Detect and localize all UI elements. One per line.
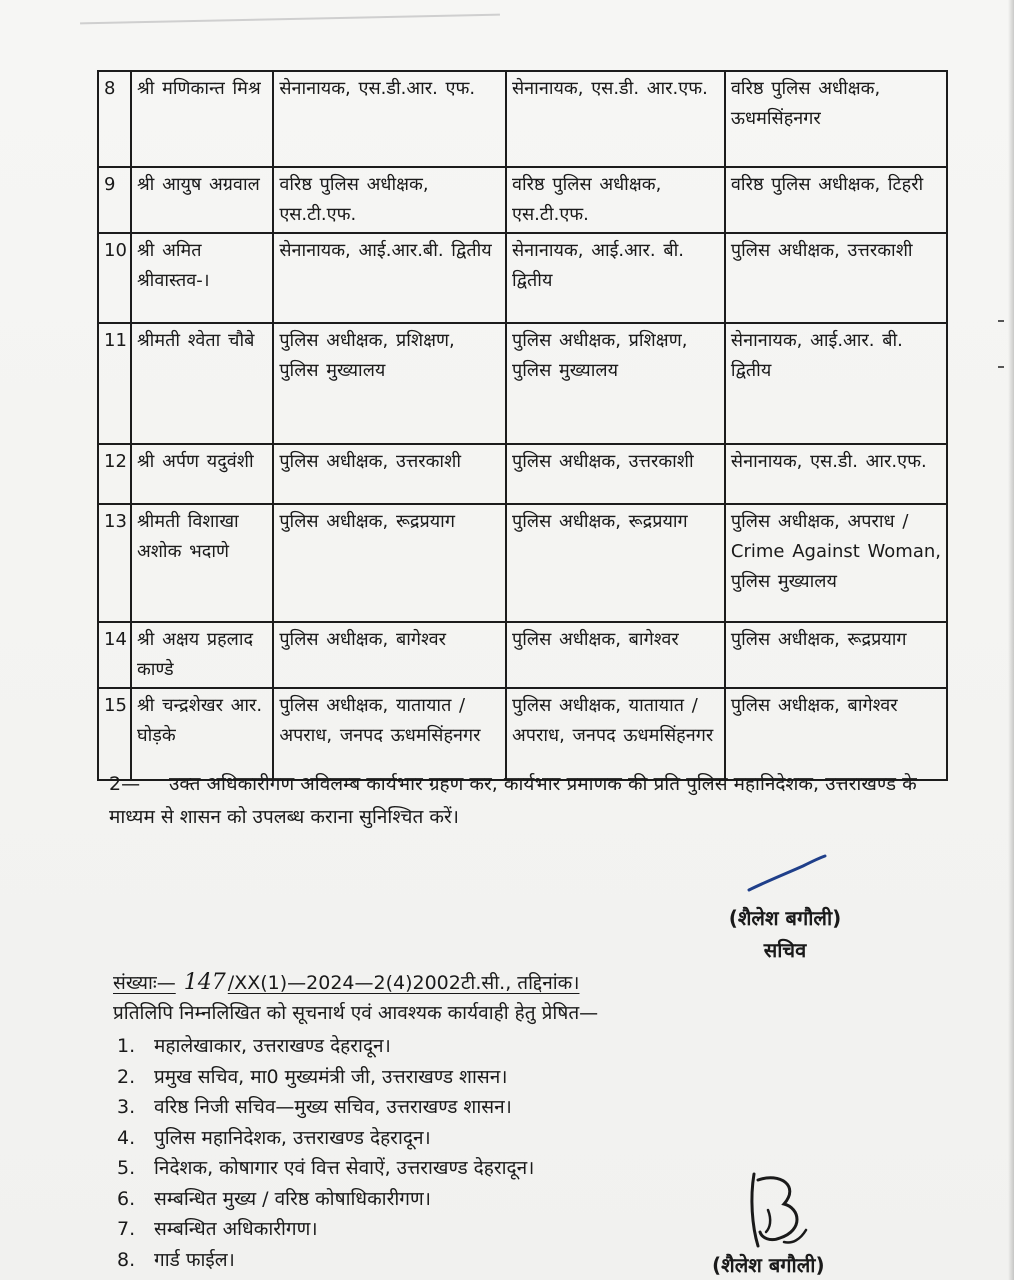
paragraph-number: 2— (109, 773, 141, 795)
table-row (98, 622, 947, 688)
officer-name: श्री अमित श्रीवास्तव-। (131, 233, 273, 323)
new-posting: वरिष्ठ पुलिस अधीक्षक, टिहरी (725, 167, 947, 233)
edge-mark (998, 320, 1004, 322)
new-posting: पुलिस अधीक्षक, बागेश्वर (725, 688, 947, 780)
posted-as: पुलिस अधीक्षक, रूद्रप्रयाग (273, 504, 506, 622)
list-number: 2. (117, 1065, 136, 1088)
new-posting: पुलिस अधीक्षक, रूद्रप्रयाग (725, 622, 947, 688)
officer-name: श्रीमती विशाखा अशोक भदाणे (131, 504, 273, 622)
current-posting: पुलिस अधीक्षक, बागेश्वर (506, 622, 725, 688)
list-item (117, 1214, 737, 1244)
table-row (98, 167, 947, 233)
list-number: 5. (117, 1157, 136, 1179)
new-posting: पुलिस अधीक्षक, उत्तरकाशी (725, 233, 947, 323)
officer-name: श्री अर्पण यदुवंशी (131, 444, 273, 504)
signatory2-name: (शैलेश बगौली) (712, 1253, 825, 1277)
table-row (98, 323, 947, 444)
list-text: गार्ड फाईल। (154, 1248, 235, 1271)
list-number: 6. (117, 1187, 136, 1210)
handwritten-signature (740, 1168, 810, 1252)
table-row (98, 71, 947, 167)
table-row (98, 233, 947, 323)
handwritten-number: 147 (183, 970, 226, 995)
edge-mark (998, 366, 1004, 368)
serial-number: 13 (98, 504, 131, 622)
list-number: 1. (117, 1035, 136, 1057)
current-posting: सेनानायक, एस.डी. आर.एफ. (506, 71, 725, 167)
list-text: वरिष्ठ निजी सचिव—मुख्य सचिव, उत्तराखण्ड शासन। (154, 1096, 512, 1118)
reference-line (113, 968, 953, 998)
new-posting: सेनानायक, आई.आर. बी. द्वितीय (725, 323, 947, 444)
serial-number: 10 (98, 233, 131, 323)
signatory-designation: सचिव (763, 938, 807, 962)
copy-intro: प्रतिलिपि निम्नलिखित को सूचनार्थ एवं आवश्यक कार्यवाही हेतु प्रेषित— (113, 1002, 599, 1024)
posted-as: सेनानायक, आई.आर.बी. द्वितीय (273, 233, 506, 323)
officer-name: श्री अक्षय प्रहलाद काण्डे (131, 622, 273, 688)
list-text: सम्बन्धित अधिकारीगण। (154, 1218, 318, 1240)
posted-as: पुलिस अधीक्षक, बागेश्वर (273, 622, 506, 688)
signature-mark (745, 852, 829, 896)
officer-name: श्री आयुष अग्रवाल (131, 167, 273, 233)
serial-number: 15 (98, 688, 131, 780)
reference-prefix: संख्याः— (113, 972, 176, 994)
list-number: 8. (117, 1248, 136, 1271)
signatory-block (690, 902, 880, 966)
current-posting: वरिष्ठ पुलिस अधीक्षक, एस.टी.एफ. (506, 167, 725, 233)
list-item (117, 1092, 737, 1122)
officer-name: श्रीमती श्वेता चौबे (131, 323, 273, 444)
copy-list (117, 1031, 737, 1275)
posted-as: पुलिस अधीक्षक, प्रशिक्षण, पुलिस मुख्यालय (273, 323, 506, 444)
posting-table (97, 70, 948, 781)
table-row (98, 444, 947, 504)
current-posting: पुलिस अधीक्षक, यातायात / अपराध, जनपद ऊधमसिंहनगर (506, 688, 725, 780)
signatory-name: (शैलेश बगौली) (728, 906, 842, 930)
list-text: महालेखाकार, उत्तराखण्ड देहरादून। (154, 1035, 391, 1057)
list-text: सम्बन्धित मुख्य / वरिष्ठ कोषाधिकारीगण। (154, 1187, 431, 1210)
serial-number: 12 (98, 444, 131, 504)
table-row (98, 688, 947, 780)
list-item (117, 1153, 737, 1183)
new-posting: वरिष्ठ पुलिस अधीक्षक, ऊधमसिंहनगर (725, 71, 947, 167)
list-item (117, 1123, 737, 1153)
posted-as: पुलिस अधीक्षक, उत्तरकाशी (273, 444, 506, 504)
posted-as: सेनानायक, एस.डी.आर. एफ. (273, 71, 506, 167)
list-item (117, 1184, 737, 1214)
paragraph-text: उक्त अधिकारीगण अविलम्ब कार्यभार ग्रहण कर, कार्यभार प्रमाणक की प्रति पुलिस महानिदेशक, उत्तराखण्ड के माध्यम से शासन को उपलब्ध कराना सुनिश्चित करें। (109, 773, 917, 828)
list-item (117, 1031, 737, 1061)
instruction-paragraph (109, 768, 949, 834)
list-item (117, 1062, 737, 1092)
list-number: 7. (117, 1218, 136, 1240)
list-text: पुलिस महानिदेशक, उत्तराखण्ड देहरादून। (154, 1126, 431, 1149)
serial-number: 8 (98, 71, 131, 167)
new-posting: पुलिस अधीक्षक, अपराध / Crime Against Woman, पुलिस मुख्यालय (725, 504, 947, 622)
reference-suffix: /XX(1)—2024—2(4)2002टी.सी., तद्दिनांक। (227, 972, 580, 994)
officer-name: श्री मणिकान्त मिश्र (131, 71, 273, 167)
serial-number: 11 (98, 323, 131, 444)
page-edge-shadow (1008, 0, 1014, 1280)
posted-as: पुलिस अधीक्षक, यातायात / अपराध, जनपद ऊधमसिंहनगर (273, 688, 506, 780)
current-posting: सेनानायक, आई.आर. बी. द्वितीय (506, 233, 725, 323)
list-item (117, 1245, 737, 1275)
officer-name: श्री चन्द्रशेखर आर. घोड़के (131, 688, 273, 780)
serial-number: 14 (98, 622, 131, 688)
list-text: प्रमुख सचिव, मा0 मुख्यमंत्री जी, उत्तराखण्ड शासन। (154, 1065, 508, 1088)
current-posting: पुलिस अधीक्षक, उत्तरकाशी (506, 444, 725, 504)
table-row (98, 504, 947, 622)
posted-as: वरिष्ठ पुलिस अधीक्षक, एस.टी.एफ. (273, 167, 506, 233)
paper-fold-line (80, 14, 500, 25)
list-number: 3. (117, 1096, 136, 1118)
current-posting: पुलिस अधीक्षक, रूद्रप्रयाग (506, 504, 725, 622)
serial-number: 9 (98, 167, 131, 233)
posting-table-wrapper (97, 70, 948, 781)
new-posting: सेनानायक, एस.डी. आर.एफ. (725, 444, 947, 504)
current-posting: पुलिस अधीक्षक, प्रशिक्षण, पुलिस मुख्यालय (506, 323, 725, 444)
list-text: निदेशक, कोषागार एवं वित्त सेवाऐं, उत्तराखण्ड देहरादून। (154, 1157, 535, 1179)
list-number: 4. (117, 1126, 136, 1149)
